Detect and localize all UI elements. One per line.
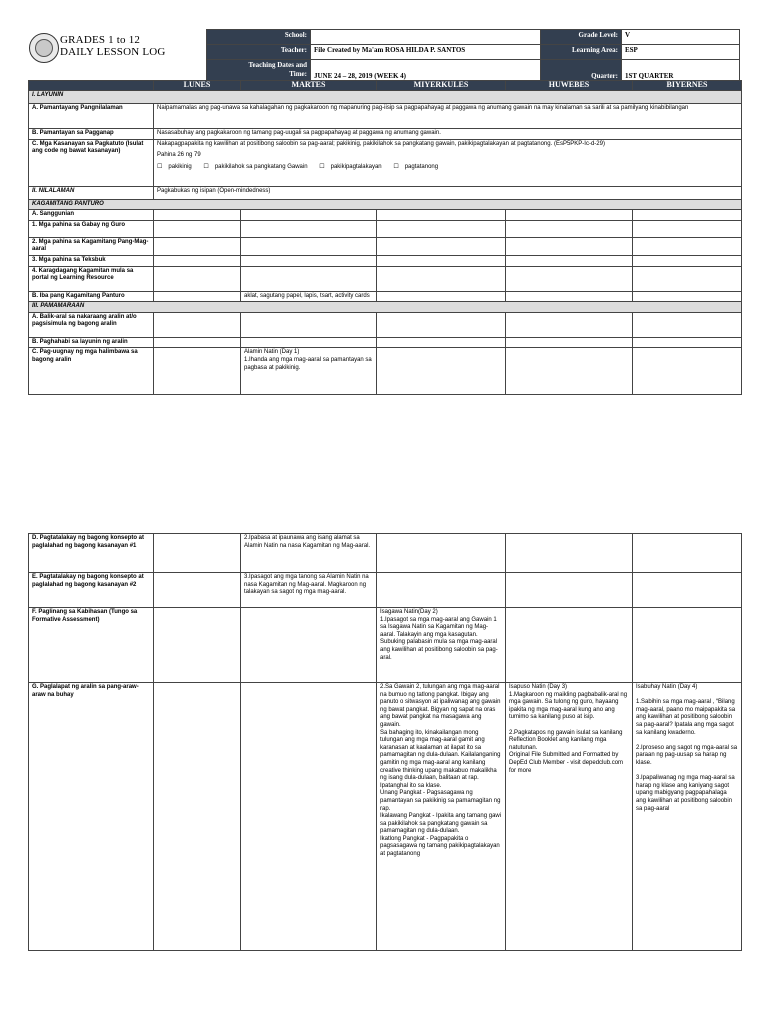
pamantayan-sa-pagganap-label: B. Pamantayan sa Pagganap — [29, 129, 154, 140]
deped-seal-icon — [29, 33, 59, 63]
pagtatalakay-2-martes: 3.Ipasagot ang mga tanong sa Alamin Natin na nasa Kagamitan ng Mag-aaral. Magkaroon ng talakayan sa sagot ng mga mag-aaral. — [241, 573, 377, 608]
paglalapat-label: G. Paglalapat ng aralin sa pang-araw-araw na buhay — [29, 683, 154, 951]
pamantayang-pangnilalaman-label: A. Pamantayang Pangnilalaman — [29, 104, 154, 129]
section-layunin: I. LAYUNIN — [29, 91, 742, 104]
balik-aral-label: A. Balik-aral sa nakaraang aralin at/o pagsisimula ng bagong aralin — [29, 312, 154, 337]
learning-area-value: ESP — [622, 45, 740, 60]
quarter-label: Quarter: — [541, 60, 622, 83]
paglinang-label: F. Paglinang sa Kabihasan (Tungo sa Formative Assessment) — [29, 608, 154, 683]
grade-level-label: Grade Level: — [541, 30, 622, 45]
section-nilalaman: II. NILALAMAN — [29, 186, 154, 199]
pag-uugnay-label: C. Pag-uugnay ng mga halimbawa sa bagong aralin — [29, 348, 154, 395]
teacher-label: Teacher: — [207, 45, 311, 60]
pag-uugnay-martes: Alamin Natin (Day 1) 1.Ihanda ang mga mag-aaral sa pamantayan sa pagbasa at pakikinig. — [241, 348, 377, 395]
pagtatalakay-1-label: D. Pagtatalakay ng bagong konsepto at paglalahad ng bagong kasanayan #1 — [29, 534, 154, 573]
kasanayan-text: Nakapagpapakita ng kawilihan at positibong saloobin sa pag-aaral; pakikinig, pakikilahok sa pangkatang gawain, pakikipagtalakayan at pagtatanong. (EsP5PKP-Ic-d-29) — [157, 140, 605, 147]
karagdagang-kagamitan-label: 4. Karagdagang Kagamitan mula sa portal ng Learning Resource — [29, 266, 154, 291]
day-header-blank — [29, 81, 154, 91]
nilalaman-value: Pagkabukas ng isipan (Open-mindedness) — [154, 186, 742, 199]
paglinang-miyerkules: Isagawa Natin(Day 2) 1.Ipasagot sa mga mag-aaral ang Gawain 1 sa Isagawa Natin sa Kagamitan ng Mag-aaral. Talakayin ang mga kasagutan. Subuking palabasin mula sa mga mag-aaral ang kawilihan at positibong saloobin sa pag-aral. — [377, 608, 506, 683]
kagamitang-mag-aaral-label: 2. Mga pahina sa Kagamitang Pang-Mag-aaral — [29, 237, 154, 255]
day-header-miyerkules: MIYERKULES — [377, 81, 506, 91]
day-header-lunes: LUNES — [154, 81, 241, 91]
gabay-guro-label: 1. Mga pahina sa Gabay ng Guro — [29, 220, 154, 237]
checkbox-icon: ☐ — [157, 163, 163, 170]
day-header-martes: MARTES — [241, 81, 377, 91]
sanggunian-label: A. Sanggunian — [29, 210, 154, 221]
mga-kasanayan-value — [154, 139, 742, 186]
checkbox-icon: ☐ — [319, 163, 325, 170]
grade-level-value: V — [622, 30, 740, 45]
header-info-table — [206, 29, 740, 83]
lesson-table-part1 — [28, 80, 742, 395]
teksbuk-label: 3. Mga pahina sa Teksbuk — [29, 255, 154, 266]
learning-area-label: Learning Area: — [541, 45, 622, 60]
paglalapat-huwebes: Isapuso Natin (Day 3) 1.Magkaroon ng maikling pagbabalik-aral ng mga gawain. Sa tulong ng guro, hayaang ipakita ng mga mag-aaral kung ano ang tumimo sa kanilang puso at isip. 2.Pagkatapos ng gawain isulat sa kanilang Reflection Booklet ang kanilang mga natutunan. Original File Submitted and Formatted by DepEd Club Member - visit depedclub.com for more — [506, 683, 633, 951]
kasanayan-pages: Pahina 26 ng 79 — [157, 152, 201, 159]
teacher-value: File Created by Ma'am ROSA HILDA P. SANTOS — [311, 45, 541, 60]
checkbox-icon: ☐ — [393, 163, 399, 170]
section-kagamitang-panturo: KAGAMITANG PANTURO — [29, 199, 742, 210]
paglalapat-biyernes: Isabuhay Natin (Day 4) 1.Sabihin sa mga mag-aaral , “Bilang mag-aaral, paano mo maipapakita sa ang kawilihan at positibong saloobin sa pag-aaral? Ipatala ang mga sagot sa kanilang kwaderno. 2.Iproseso ang sagot ng mga-aaral sa paraan ng pag-uusap sa harap ng klase. 3.Ipapaliwanag ng mga mag-aaral sa harap ng klase ang kaniyang sagot upang mabigyang pagpapahalaga ang kawilihan at positibong saloobin sa pag-aaral — [633, 683, 742, 951]
paglalapat-miyerkules: 2.Sa Gawain 2, tulungan ang mga mag-aaral na bumuo ng tatlong pangkat. Ibigay ang panuto o sitwasyon at ipaliwanag ang gawain ng bawat pangkat. Bigyan ng sapat na oras ang bawat pangkat na masagawa ang gawain. Sa bahaging ito, kinakailangan mong tulungan ang mga mag-aaral gamit ang karanasan at kaalaman at ilapat ito sa pamamagitan ng dula-dulaan. Kailalanganing gamitin ng mga mag-aaral ang kanilang creative thinking upang makabuo makalikha ng isang dula-dulaan, balitaan at rap. Ipatanghal ito sa klase. Unang Pangkat - Pagsasagawa ng pamantayan sa pakikinig sa pamamagitan ng rap. Ikalawang Pangkat - Ipakita ang tamang gawi sa pakikilahok sa pangkatang gawain sa pamamagitan ng dula-dulaan. Ikatlong Pangkat - Pagpapakita o pagsasagawa ng tamang pakikipagtalakayan at pagtatanong — [377, 683, 506, 951]
teaching-dates-value: JUNE 24 – 28, 2019 (WEEK 4) — [311, 60, 541, 83]
day-header-biyernes: BIYERNES — [633, 81, 742, 91]
checkbox-icon: ☐ — [203, 163, 209, 170]
quarter-value: 1ST QUARTER — [622, 60, 740, 83]
document-title-line2: DAILY LESSON LOG — [60, 46, 166, 58]
mga-kasanayan-label: C. Mga Kasanayan sa Pagkatuto (Isulat ang code ng bawat kasanayan) — [29, 139, 154, 186]
iba-pang-kagamitan-martes: aklat, sagutang papel, lapis, tsart, activity cards — [241, 291, 377, 302]
section-pamamaraan: III. PAMAMARAAN — [29, 302, 742, 313]
kasanayan-checklist: ☐ pakikinig ☐ pakikilahok sa pangkatang Gawain ☐ pakikipagtalakayan ☐ pagtatanong — [157, 163, 439, 170]
day-header-huwebes: HUWEBES — [506, 81, 633, 91]
pamantayan-sa-pagganap-value: Nasasabuhay ang pagkakaroon ng tamang pag-uugali sa pagpapahayag at paggawa ng anumang gawain. — [154, 129, 742, 140]
paghahabi-label: B. Paghahabi sa layunin ng aralin — [29, 337, 154, 348]
lesson-table-part2 — [28, 533, 742, 951]
pagtatalakay-1-martes: 2.Ipabasa at ipaunawa ang isang alamat sa Alamin Natin na nasa Kagamitan ng Mag-aaral. — [241, 534, 377, 573]
document-title-line1: GRADES 1 to 12 — [60, 34, 141, 46]
pagtatalakay-2-label: E. Pagtatalakay ng bagong konsepto at paglalahad ng bagong kasanayan #2 — [29, 573, 154, 608]
teaching-dates-label: Teaching Dates and Time: — [207, 60, 311, 83]
school-value — [311, 30, 541, 45]
school-label: School: — [207, 30, 311, 45]
iba-pang-kagamitan-label: B. Iba pang Kagamitang Panturo — [29, 291, 154, 302]
pamantayang-pangnilalaman-value: Naipamamalas ang pag-unawa sa kahalagahan ng pagkakaroon ng mapanuring pag-iisip sa pagpapahayag at paggawa ng anumang gawain na may kinalaman sa sarili at sa pamilyang kinabibilangan — [154, 104, 742, 129]
